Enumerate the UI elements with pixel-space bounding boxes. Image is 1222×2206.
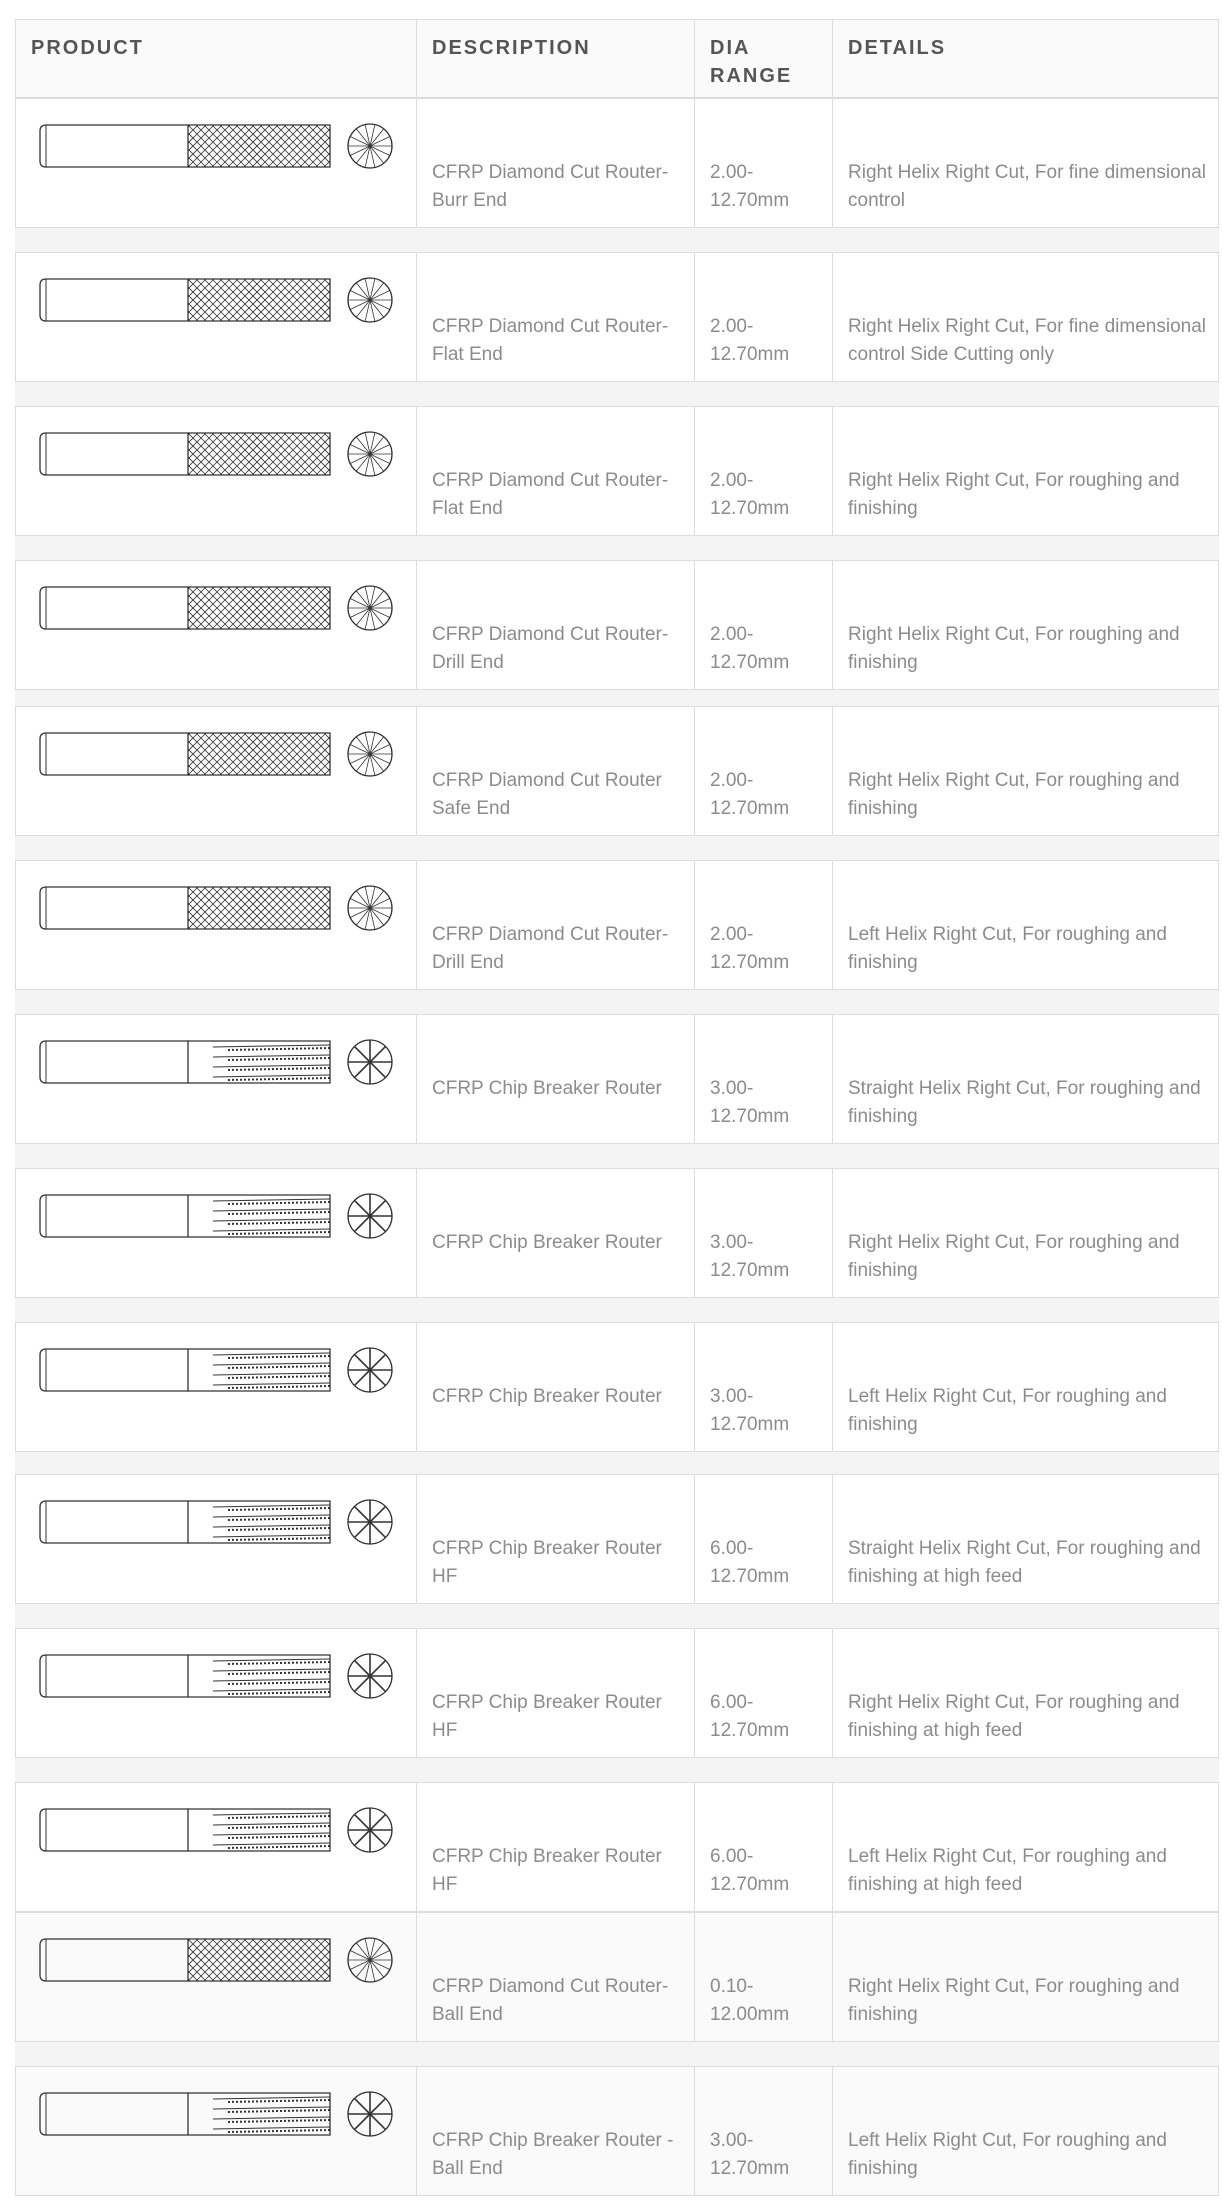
- dia-range-cell: [694, 2067, 832, 2195]
- product-details: Right Helix Right Cut, For roughing and finishing at high feed: [848, 1692, 1180, 1741]
- router-chip-breaker-right-icon: [38, 1191, 398, 1243]
- product-details: Left Helix Right Cut, For roughing and finishing: [848, 1386, 1167, 1435]
- dia-range-cell: [694, 407, 832, 535]
- row-separator: [15, 836, 1219, 860]
- details-cell: [832, 407, 1220, 535]
- dia-range-cell: [694, 561, 832, 689]
- router-diamond-drill-end-icon: [38, 883, 398, 935]
- dia-range-cell: [694, 253, 832, 381]
- description-cell: [416, 99, 694, 227]
- dia-range-value: 0.10-12.00mm: [710, 1976, 790, 2025]
- product-description: CFRP Chip Breaker Router: [432, 1386, 662, 1407]
- router-chip-breaker-left-icon: [38, 1345, 398, 1397]
- router-chip-breaker-hf-right-icon: [38, 1651, 398, 1703]
- product-description: CFRP Diamond Cut Router- Flat End: [432, 470, 669, 519]
- product-details: Left Helix Right Cut, For roughing and finishing at high feed: [848, 1846, 1167, 1895]
- dia-range-value: 6.00-12.70mm: [710, 1846, 790, 1895]
- dia-range-value: 2.00-12.70mm: [710, 470, 790, 519]
- product-description: CFRP Chip Breaker Router HF: [432, 1692, 662, 1741]
- dia-range-value: 3.00-12.70mm: [710, 1232, 790, 1281]
- table-row: [15, 2066, 1219, 2196]
- header-dia-range-line1: DIA: [710, 37, 751, 59]
- product-details: Right Helix Right Cut, For roughing and finishing: [848, 1232, 1180, 1281]
- details-cell: [832, 1475, 1220, 1603]
- dia-range-cell: [694, 1783, 832, 1911]
- product-description: CFRP Diamond Cut Router Safe End: [432, 770, 662, 819]
- table-row: [15, 1912, 1219, 2042]
- header-dia-range: [694, 20, 832, 97]
- product-description: CFRP Chip Breaker Router - Ball End: [432, 2130, 674, 2179]
- row-separator: [15, 690, 1219, 706]
- table-row: [15, 560, 1219, 690]
- dia-range-cell: [694, 1629, 832, 1757]
- table-row: [15, 406, 1219, 536]
- product-image-cell: [16, 1913, 416, 2041]
- dia-range-value: 2.00-12.70mm: [710, 624, 790, 673]
- details-cell: [832, 707, 1220, 835]
- dia-range-value: 3.00-12.70mm: [710, 1386, 790, 1435]
- router-chip-breaker-ball-end-icon: [38, 2089, 398, 2141]
- details-cell: [832, 1913, 1220, 2041]
- details-cell: [832, 2067, 1220, 2195]
- product-description: CFRP Diamond Cut Router- Flat End: [432, 316, 669, 365]
- product-image-cell: [16, 2067, 416, 2195]
- product-description: CFRP Diamond Cut Router- Ball End: [432, 1976, 669, 2025]
- product-description: CFRP Chip Breaker Router: [432, 1232, 662, 1253]
- header-description: DESCRIPTION: [416, 20, 694, 97]
- dia-range-value: 3.00-12.70mm: [710, 2130, 790, 2179]
- details-cell: [832, 861, 1220, 989]
- description-cell: [416, 1015, 694, 1143]
- router-diamond-ball-end-icon: [38, 1935, 398, 1987]
- table-row: [15, 1782, 1219, 1912]
- row-separator: [15, 2042, 1219, 2066]
- product-description: CFRP Diamond Cut Router- Drill End: [432, 924, 669, 973]
- details-cell: [832, 1629, 1220, 1757]
- dia-range-value: 6.00-12.70mm: [710, 1692, 790, 1741]
- dia-range-cell: [694, 707, 832, 835]
- dia-range-value: 2.00-12.70mm: [710, 924, 790, 973]
- row-separator: [15, 990, 1219, 1014]
- product-description: CFRP Diamond Cut Router- Drill End: [432, 624, 669, 673]
- table-row: [15, 98, 1219, 228]
- router-diamond-burr-end-icon: [38, 121, 398, 173]
- dia-range-value: 2.00-12.70mm: [710, 770, 790, 819]
- product-details: Right Helix Right Cut, For roughing and finishing: [848, 770, 1180, 819]
- product-description: CFRP Diamond Cut Router- Burr End: [432, 162, 669, 211]
- product-image-cell: [16, 561, 416, 689]
- description-cell: [416, 1169, 694, 1297]
- product-details: Straight Helix Right Cut, For roughing and finishing at high feed: [848, 1538, 1201, 1587]
- product-image-cell: [16, 1169, 416, 1297]
- product-details: Right Helix Right Cut, For fine dimensional control Side Cutting only: [848, 316, 1206, 365]
- description-cell: [416, 2067, 694, 2195]
- router-diamond-flat-end-icon: [38, 275, 398, 327]
- router-chip-breaker-hf-left-icon: [38, 1805, 398, 1857]
- router-chip-breaker-straight-icon: [38, 1037, 398, 1089]
- dia-range-cell: [694, 861, 832, 989]
- product-image-cell: [16, 707, 416, 835]
- description-cell: [416, 407, 694, 535]
- product-image-cell: [16, 1015, 416, 1143]
- product-image-cell: [16, 1629, 416, 1757]
- details-cell: [832, 1323, 1220, 1451]
- router-diamond-flat-end-icon: [38, 429, 398, 481]
- table-row: [15, 1474, 1219, 1604]
- router-chip-breaker-hf-straight-icon: [38, 1497, 398, 1549]
- description-cell: [416, 707, 694, 835]
- product-details: Right Helix Right Cut, For roughing and finishing: [848, 1976, 1180, 2025]
- product-details: Straight Helix Right Cut, For roughing and finishing: [848, 1078, 1201, 1127]
- table-row: [15, 252, 1219, 382]
- product-details: Left Helix Right Cut, For roughing and finishing: [848, 924, 1167, 973]
- row-separator: [15, 382, 1219, 406]
- product-details: Right Helix Right Cut, For roughing and finishing: [848, 624, 1180, 673]
- details-cell: [832, 99, 1220, 227]
- details-cell: [832, 253, 1220, 381]
- table-row: [15, 1322, 1219, 1452]
- row-separator: [15, 536, 1219, 560]
- product-image-cell: [16, 1783, 416, 1911]
- table-row: [15, 706, 1219, 836]
- description-cell: [416, 561, 694, 689]
- product-details: Left Helix Right Cut, For roughing and finishing: [848, 2130, 1167, 2179]
- row-separator: [15, 228, 1219, 252]
- header-product: PRODUCT: [31, 37, 144, 59]
- description-cell: [416, 1629, 694, 1757]
- dia-range-value: 2.00-12.70mm: [710, 162, 790, 211]
- row-separator: [15, 1298, 1219, 1322]
- dia-range-cell: [694, 1323, 832, 1451]
- router-diamond-drill-end-icon: [38, 583, 398, 635]
- product-image-cell: [16, 1323, 416, 1451]
- product-image-cell: [16, 1475, 416, 1603]
- row-separator: [15, 1758, 1219, 1782]
- dia-range-value: 3.00-12.70mm: [710, 1078, 790, 1127]
- table-row: [15, 860, 1219, 990]
- row-separator: [15, 1144, 1219, 1168]
- row-separator: [15, 1452, 1219, 1474]
- details-cell: [832, 1783, 1220, 1911]
- table-row: [15, 1628, 1219, 1758]
- table-header: [15, 19, 1219, 98]
- details-cell: [832, 1169, 1220, 1297]
- dia-range-cell: [694, 1169, 832, 1297]
- dia-range-value: 2.00-12.70mm: [710, 316, 790, 365]
- details-cell: [832, 1015, 1220, 1143]
- product-description: CFRP Chip Breaker Router HF: [432, 1846, 662, 1895]
- table-row: [15, 1168, 1219, 1298]
- description-cell: [416, 253, 694, 381]
- description-cell: [416, 1783, 694, 1911]
- product-table: [15, 19, 1219, 2179]
- product-image-cell: [16, 407, 416, 535]
- product-details: Right Helix Right Cut, For roughing and finishing: [848, 470, 1180, 519]
- row-separator: [15, 1604, 1219, 1628]
- product-description: CFRP Chip Breaker Router HF: [432, 1538, 662, 1587]
- product-image-cell: [16, 99, 416, 227]
- description-cell: [416, 1475, 694, 1603]
- dia-range-value: 6.00-12.70mm: [710, 1538, 790, 1587]
- product-image-cell: [16, 253, 416, 381]
- product-details: Right Helix Right Cut, For fine dimensional control: [848, 162, 1206, 211]
- description-cell: [416, 1913, 694, 2041]
- header-dia-range-line2: RANGE: [710, 65, 793, 87]
- router-diamond-safe-end-icon: [38, 729, 398, 781]
- dia-range-cell: [694, 1475, 832, 1603]
- dia-range-cell: [694, 99, 832, 227]
- dia-range-cell: [694, 1913, 832, 2041]
- product-description: CFRP Chip Breaker Router: [432, 1078, 662, 1099]
- description-cell: [416, 1323, 694, 1451]
- dia-range-cell: [694, 1015, 832, 1143]
- description-cell: [416, 861, 694, 989]
- details-cell: [832, 561, 1220, 689]
- product-image-cell: [16, 861, 416, 989]
- header-details: DETAILS: [832, 20, 1220, 97]
- table-row: [15, 1014, 1219, 1144]
